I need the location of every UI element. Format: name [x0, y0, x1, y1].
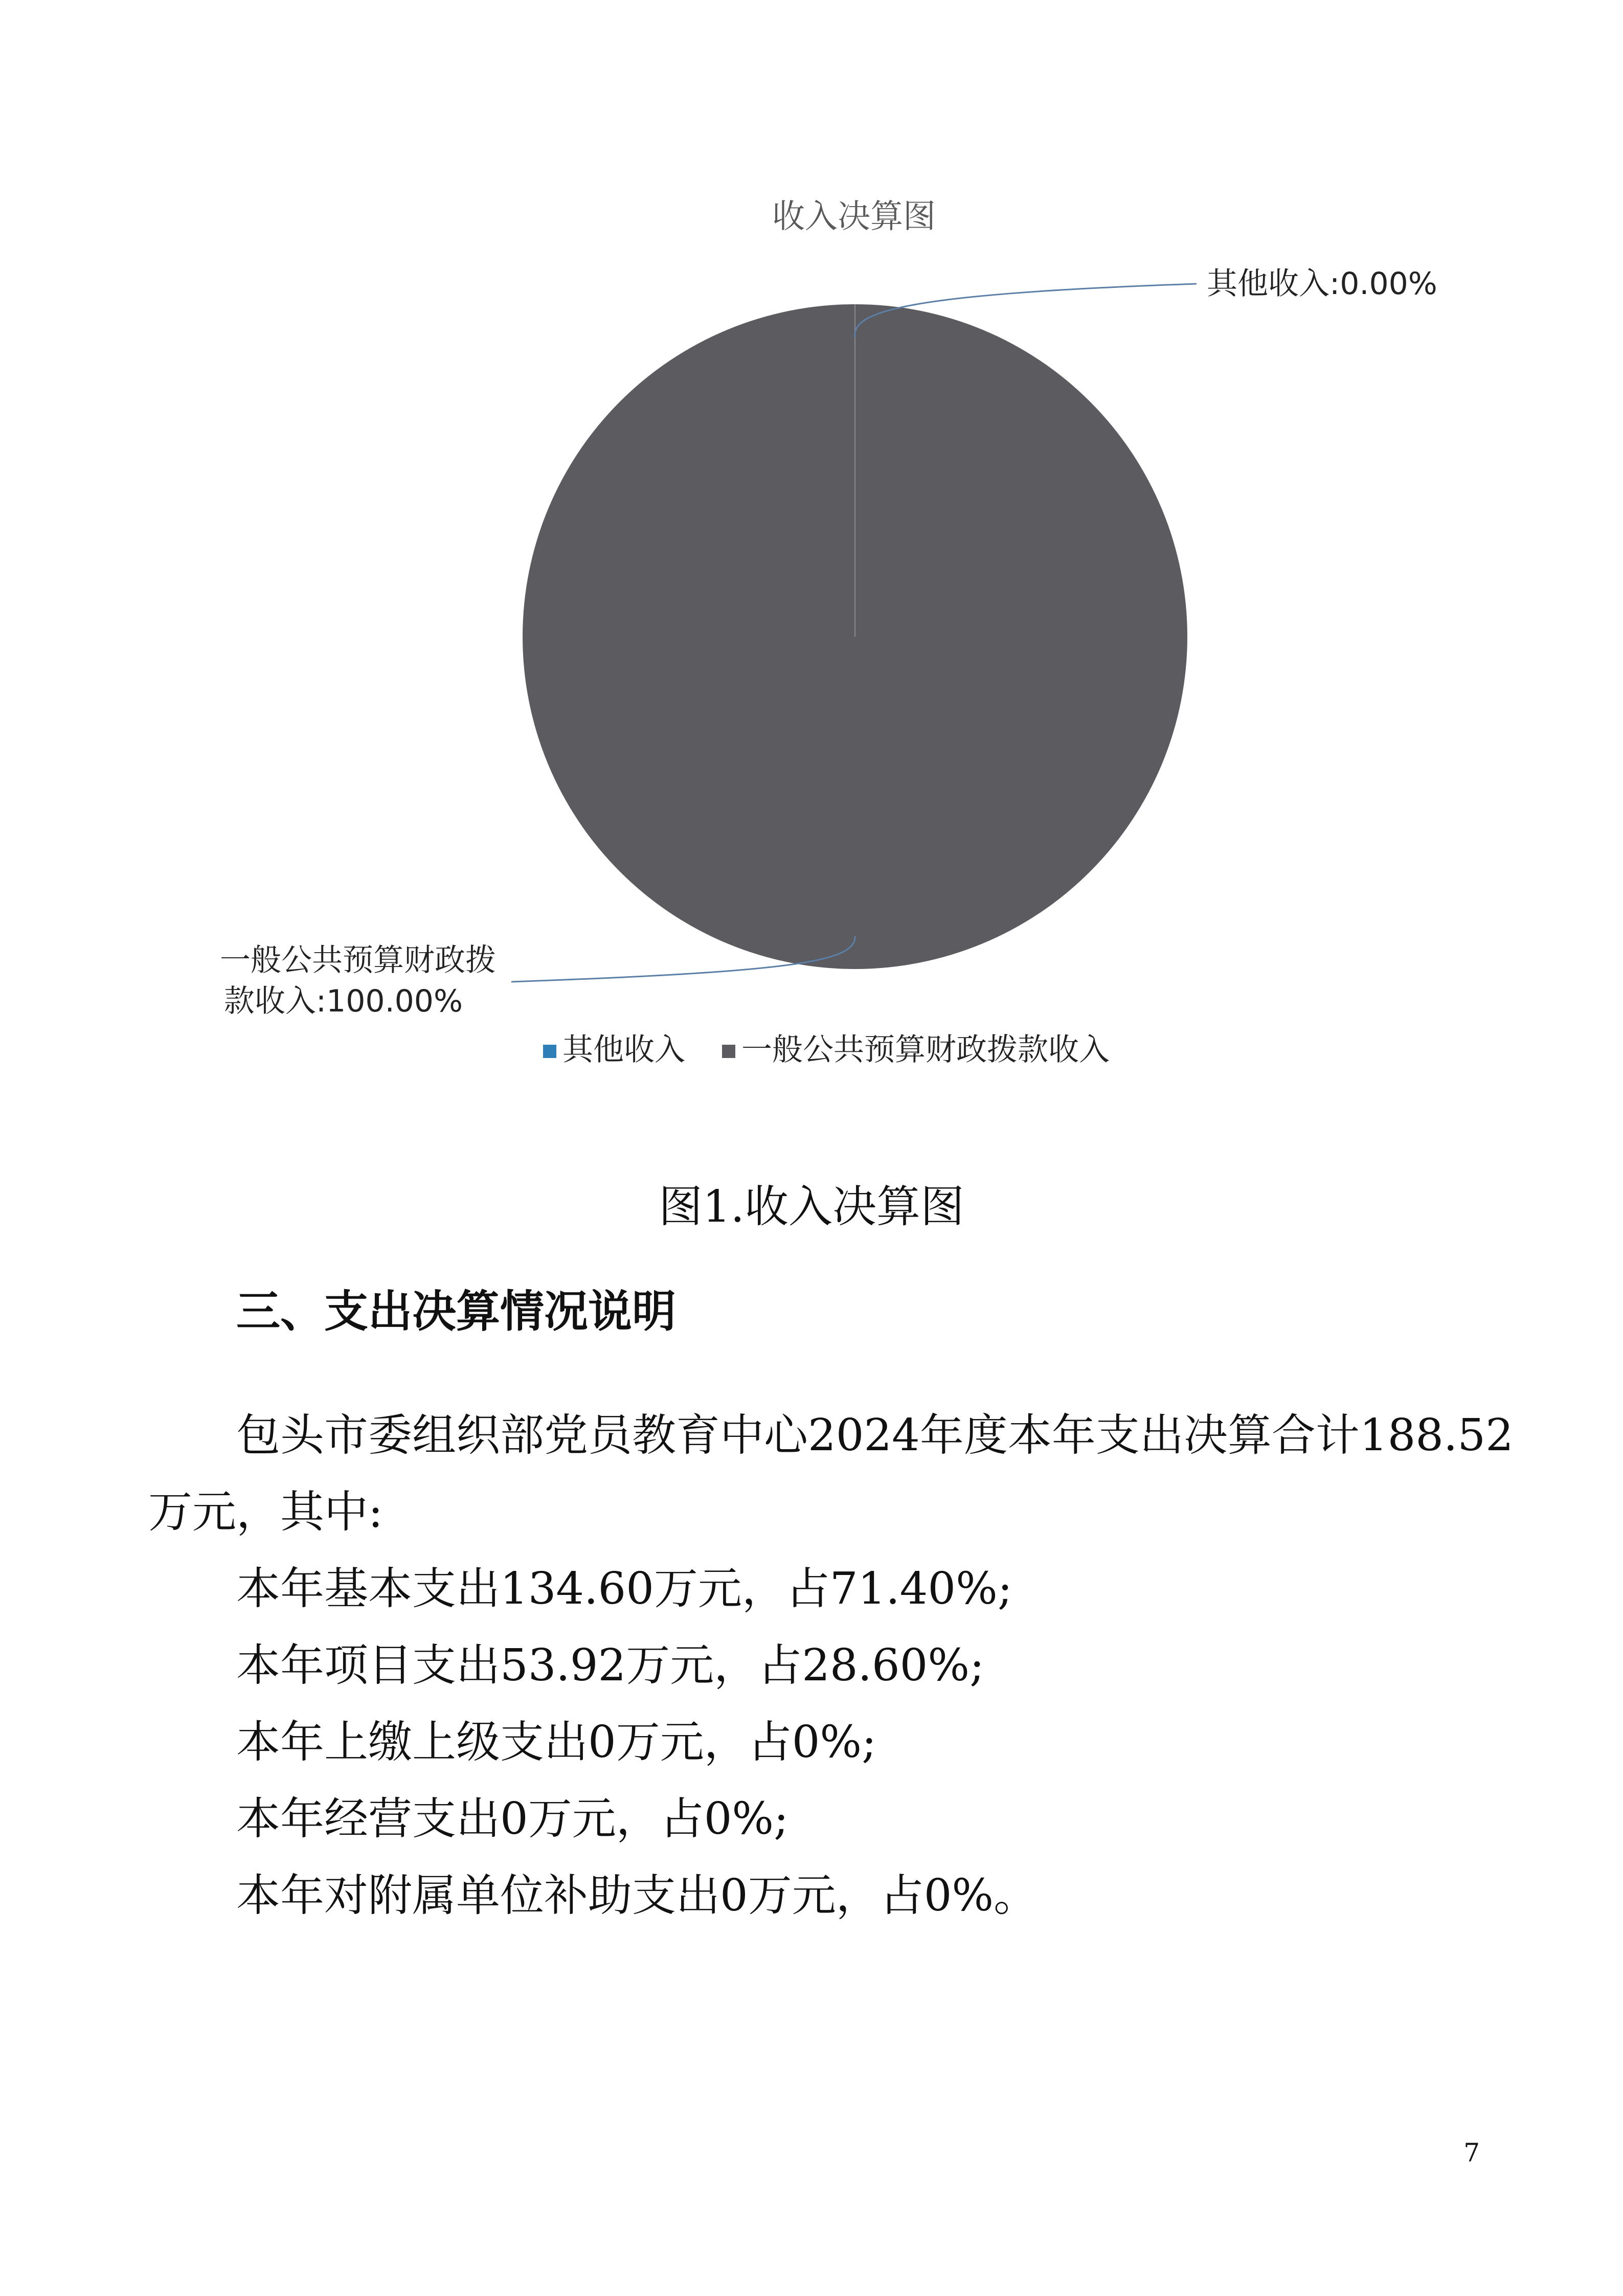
section-heading: 三、支出决算情况说明	[236, 1286, 676, 1337]
income-pie-chart	[0, 0, 1623, 1125]
expense-item: 本年对附属单位补助支出0万元，占0%。	[236, 1870, 1038, 1921]
data-label-general-line2: 款收入:100.00%	[223, 983, 463, 1019]
legend-swatch-other	[543, 1045, 556, 1058]
figure-caption: 图1.收入决算图	[658, 1181, 965, 1232]
legend-label-other: 其他收入	[562, 1032, 685, 1068]
expense-item: 本年经营支出0万元，占0%;	[236, 1793, 789, 1844]
data-label-general-line1: 一般公共预算财政拨	[220, 942, 496, 978]
expense-item: 本年项目支出53.92万元，占28.60%;	[236, 1640, 985, 1691]
chart-legend	[543, 1032, 1110, 1068]
page-number: 7	[1463, 2138, 1480, 2168]
expense-item: 本年基本支出134.60万元，占71.40%;	[236, 1563, 1012, 1614]
intro-paragraph-line1: 包头市委组织部党员教育中心2024年度本年支出决算合计188.52	[236, 1410, 1514, 1461]
pie-slices	[523, 304, 1187, 969]
chart-title: 收入决算图	[772, 198, 936, 236]
intro-paragraph-line2: 万元，其中:	[148, 1487, 383, 1538]
expense-item: 本年上缴上级支出0万元，占0%;	[236, 1717, 877, 1768]
legend-swatch-general	[722, 1045, 735, 1058]
data-label-other: 其他收入:0.00%	[1207, 266, 1437, 302]
legend-label-general: 一般公共预算财政拨款收入	[741, 1032, 1110, 1068]
